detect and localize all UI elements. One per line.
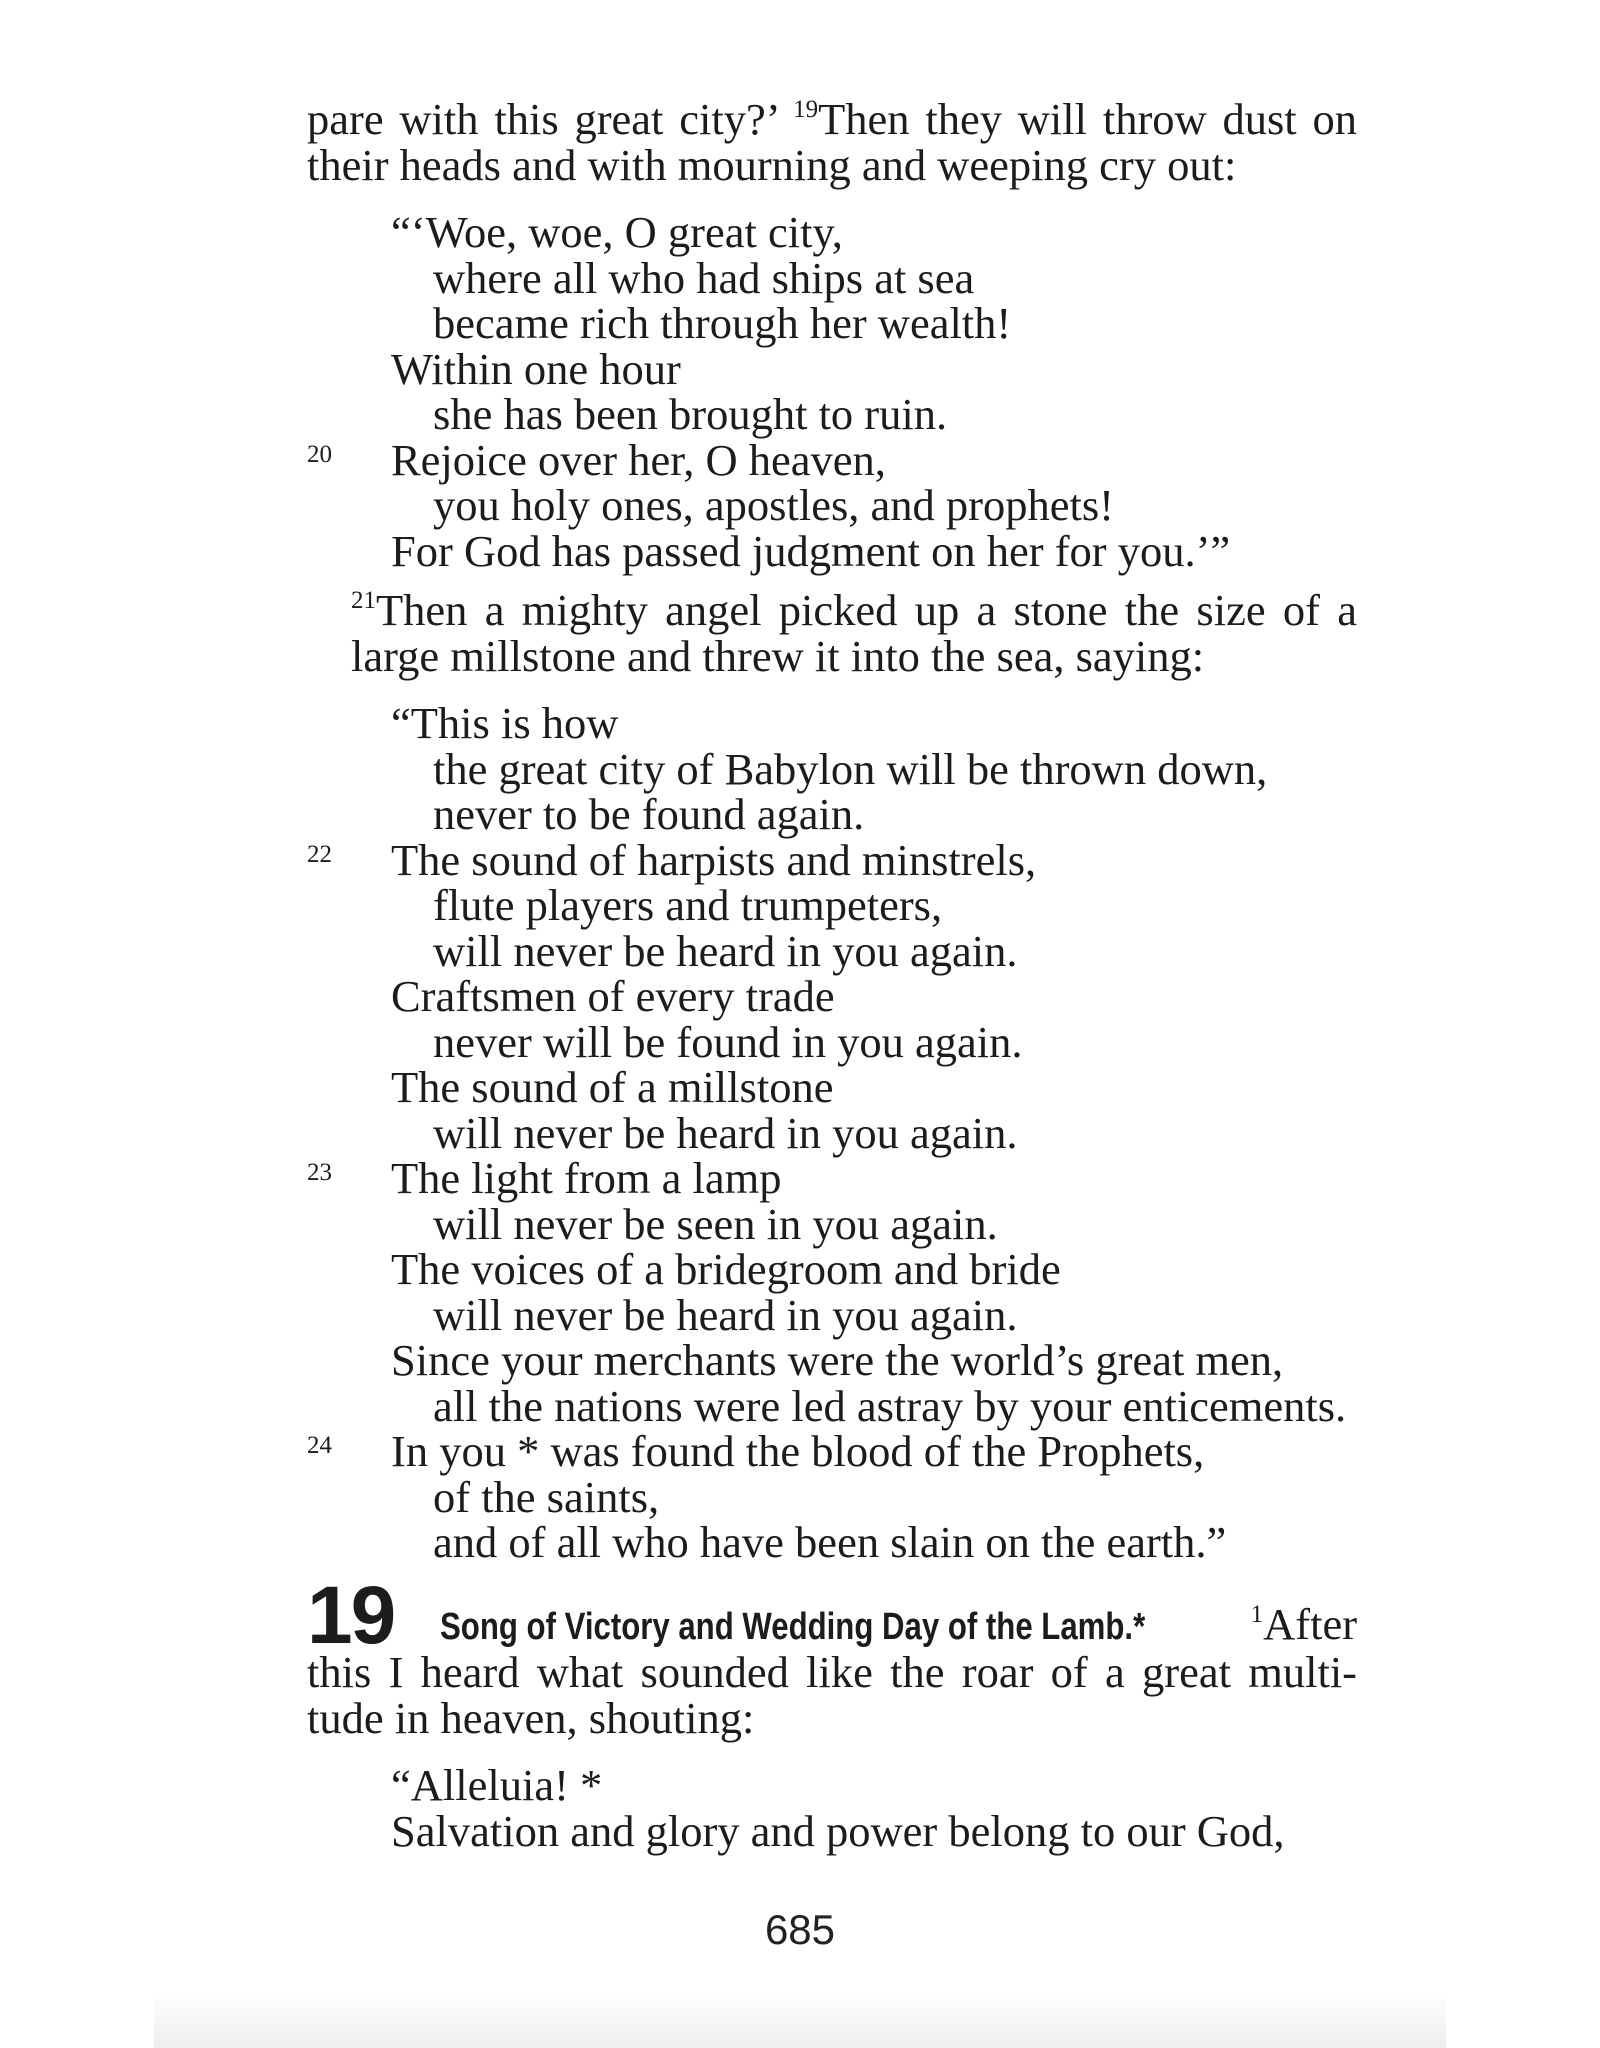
- poem-line: [307, 1426, 1357, 1476]
- poem-line-text: Within one hour: [391, 343, 681, 394]
- poem-line-text: became rich through her wealth!: [433, 298, 1012, 348]
- poem-alleluia: [307, 1760, 1357, 1856]
- poem-line: [307, 1153, 1357, 1203]
- poem-line-text: will never be heard in you again.: [433, 1107, 1018, 1158]
- poem-line: [307, 1805, 1357, 1856]
- poem-line-text: the great city of Babylon will be thrown down,: [433, 743, 1268, 794]
- poem-line-text: Salvation and glory and power belong to our God,: [391, 1805, 1285, 1856]
- poem-line: [307, 834, 1357, 885]
- poem-line-text: For God has passed judgment on her for you.’”: [391, 525, 1231, 576]
- poem-line-text: never will be found in you again.: [433, 1016, 1023, 1067]
- paragraph-v21: [307, 585, 1357, 681]
- poem-line-text: “‘Woe, woe, O great city,: [391, 207, 843, 257]
- poem-line-text: Since your merchants were the world’s great men,: [391, 1335, 1284, 1385]
- poem-line-text: she has been brought to ruin.: [433, 389, 948, 439]
- poem-line: [307, 880, 1357, 930]
- text-line: pare with this great city?’: [307, 94, 778, 144]
- poem-line: [307, 298, 1357, 348]
- poem-line: [307, 434, 1357, 485]
- text-line: After: [1263, 1598, 1358, 1649]
- text-line: Then they will throw dust on: [818, 94, 1358, 144]
- verse-number: 23: [307, 1159, 332, 1186]
- poem-line-text: flute players and trumpeters,: [433, 880, 943, 930]
- poem-line-text: Craftsmen of every trade: [391, 971, 835, 1021]
- poem-line: [307, 925, 1357, 976]
- poem-line: [307, 525, 1357, 576]
- poem-line: [307, 389, 1357, 439]
- poem-line-text: “Alleluia! *: [391, 1760, 603, 1810]
- poem-line-text: and of all who have been slain on the earth.”: [433, 1517, 1227, 1567]
- text-line: large millstone and threw it into the sea, saying:: [351, 630, 1205, 681]
- poem-line: [307, 1471, 1357, 1522]
- poem-line-text: of the saints,: [433, 1471, 660, 1522]
- poem-line: [307, 480, 1357, 530]
- poem-line: [307, 252, 1357, 303]
- scripture-text: [307, 94, 1358, 1868]
- chapter-heading: Song of Victory and Wedding Day of the Lamb.*: [439, 1605, 1146, 1648]
- verse-number: 20: [307, 440, 332, 468]
- poem-line-text: In you * was found the blood of the Prophets,: [391, 1426, 1205, 1476]
- text-line: this I heard what sounded like the roar of a great multi-: [307, 1647, 1357, 1697]
- text-line: tude in heaven, shouting:: [307, 1692, 755, 1743]
- verse-number: 24: [307, 1432, 332, 1459]
- poem-line-text: you holy ones, apostles, and prophets!: [433, 480, 1114, 530]
- poem-line: [307, 1107, 1357, 1158]
- poem-line: [307, 1380, 1357, 1431]
- verse-number: 21: [351, 587, 376, 614]
- poem-babylon: [307, 698, 1357, 1567]
- poem-line: [307, 1335, 1357, 1385]
- page-bottom-shadow: [154, 1990, 1446, 2048]
- poem-line: [307, 207, 1357, 257]
- poem-line: [307, 1517, 1357, 1567]
- poem-line: [307, 343, 1357, 394]
- poem-line-text: The light from a lamp: [391, 1153, 782, 1203]
- poem-line: [307, 743, 1357, 794]
- poem-line-text: The sound of a millstone: [391, 1062, 834, 1112]
- verse-number: 19: [793, 96, 819, 123]
- poem-line: [307, 1016, 1357, 1067]
- poem-line-text: will never be heard in you again.: [433, 1289, 1018, 1340]
- poem-line: [307, 1244, 1357, 1294]
- poem-line-text: all the nations were led astray by your enticements.: [433, 1380, 1347, 1431]
- poem-line: [307, 789, 1357, 839]
- poem-line: [307, 698, 1357, 748]
- chapter-19-intro: [307, 1569, 1358, 1743]
- poem-line-text: will never be seen in you again.: [433, 1198, 998, 1249]
- chapter-number: 19: [307, 1569, 395, 1661]
- poem-line: [307, 1289, 1357, 1340]
- poem-line: [307, 971, 1357, 1021]
- poem-line-text: “This is how: [391, 698, 619, 748]
- text-line: their heads and with mourning and weeping cry out:: [307, 139, 1237, 190]
- poem-line: [307, 1062, 1357, 1112]
- paragraph-v18-19: [307, 94, 1358, 190]
- page-number: 685: [764, 1906, 836, 1953]
- poem-line-text: never to be found again.: [433, 789, 865, 839]
- poem-line: [307, 1760, 1357, 1810]
- poem-line-text: The sound of harpists and minstrels,: [391, 834, 1037, 885]
- poem-line-text: The voices of a bridegroom and bride: [391, 1244, 1061, 1294]
- poem-line-text: Rejoice over her, O heaven,: [391, 434, 886, 485]
- poem-line: [307, 1198, 1357, 1249]
- verse-number: 22: [307, 840, 332, 868]
- poem-line-text: where all who had ships at sea: [433, 252, 975, 303]
- verse-number: 1: [1250, 1600, 1264, 1628]
- text-line: Then a mighty angel picked up a stone the size of a: [376, 585, 1357, 635]
- poem-line-text: will never be heard in you again.: [433, 925, 1018, 976]
- poem-woe-city: [307, 207, 1357, 576]
